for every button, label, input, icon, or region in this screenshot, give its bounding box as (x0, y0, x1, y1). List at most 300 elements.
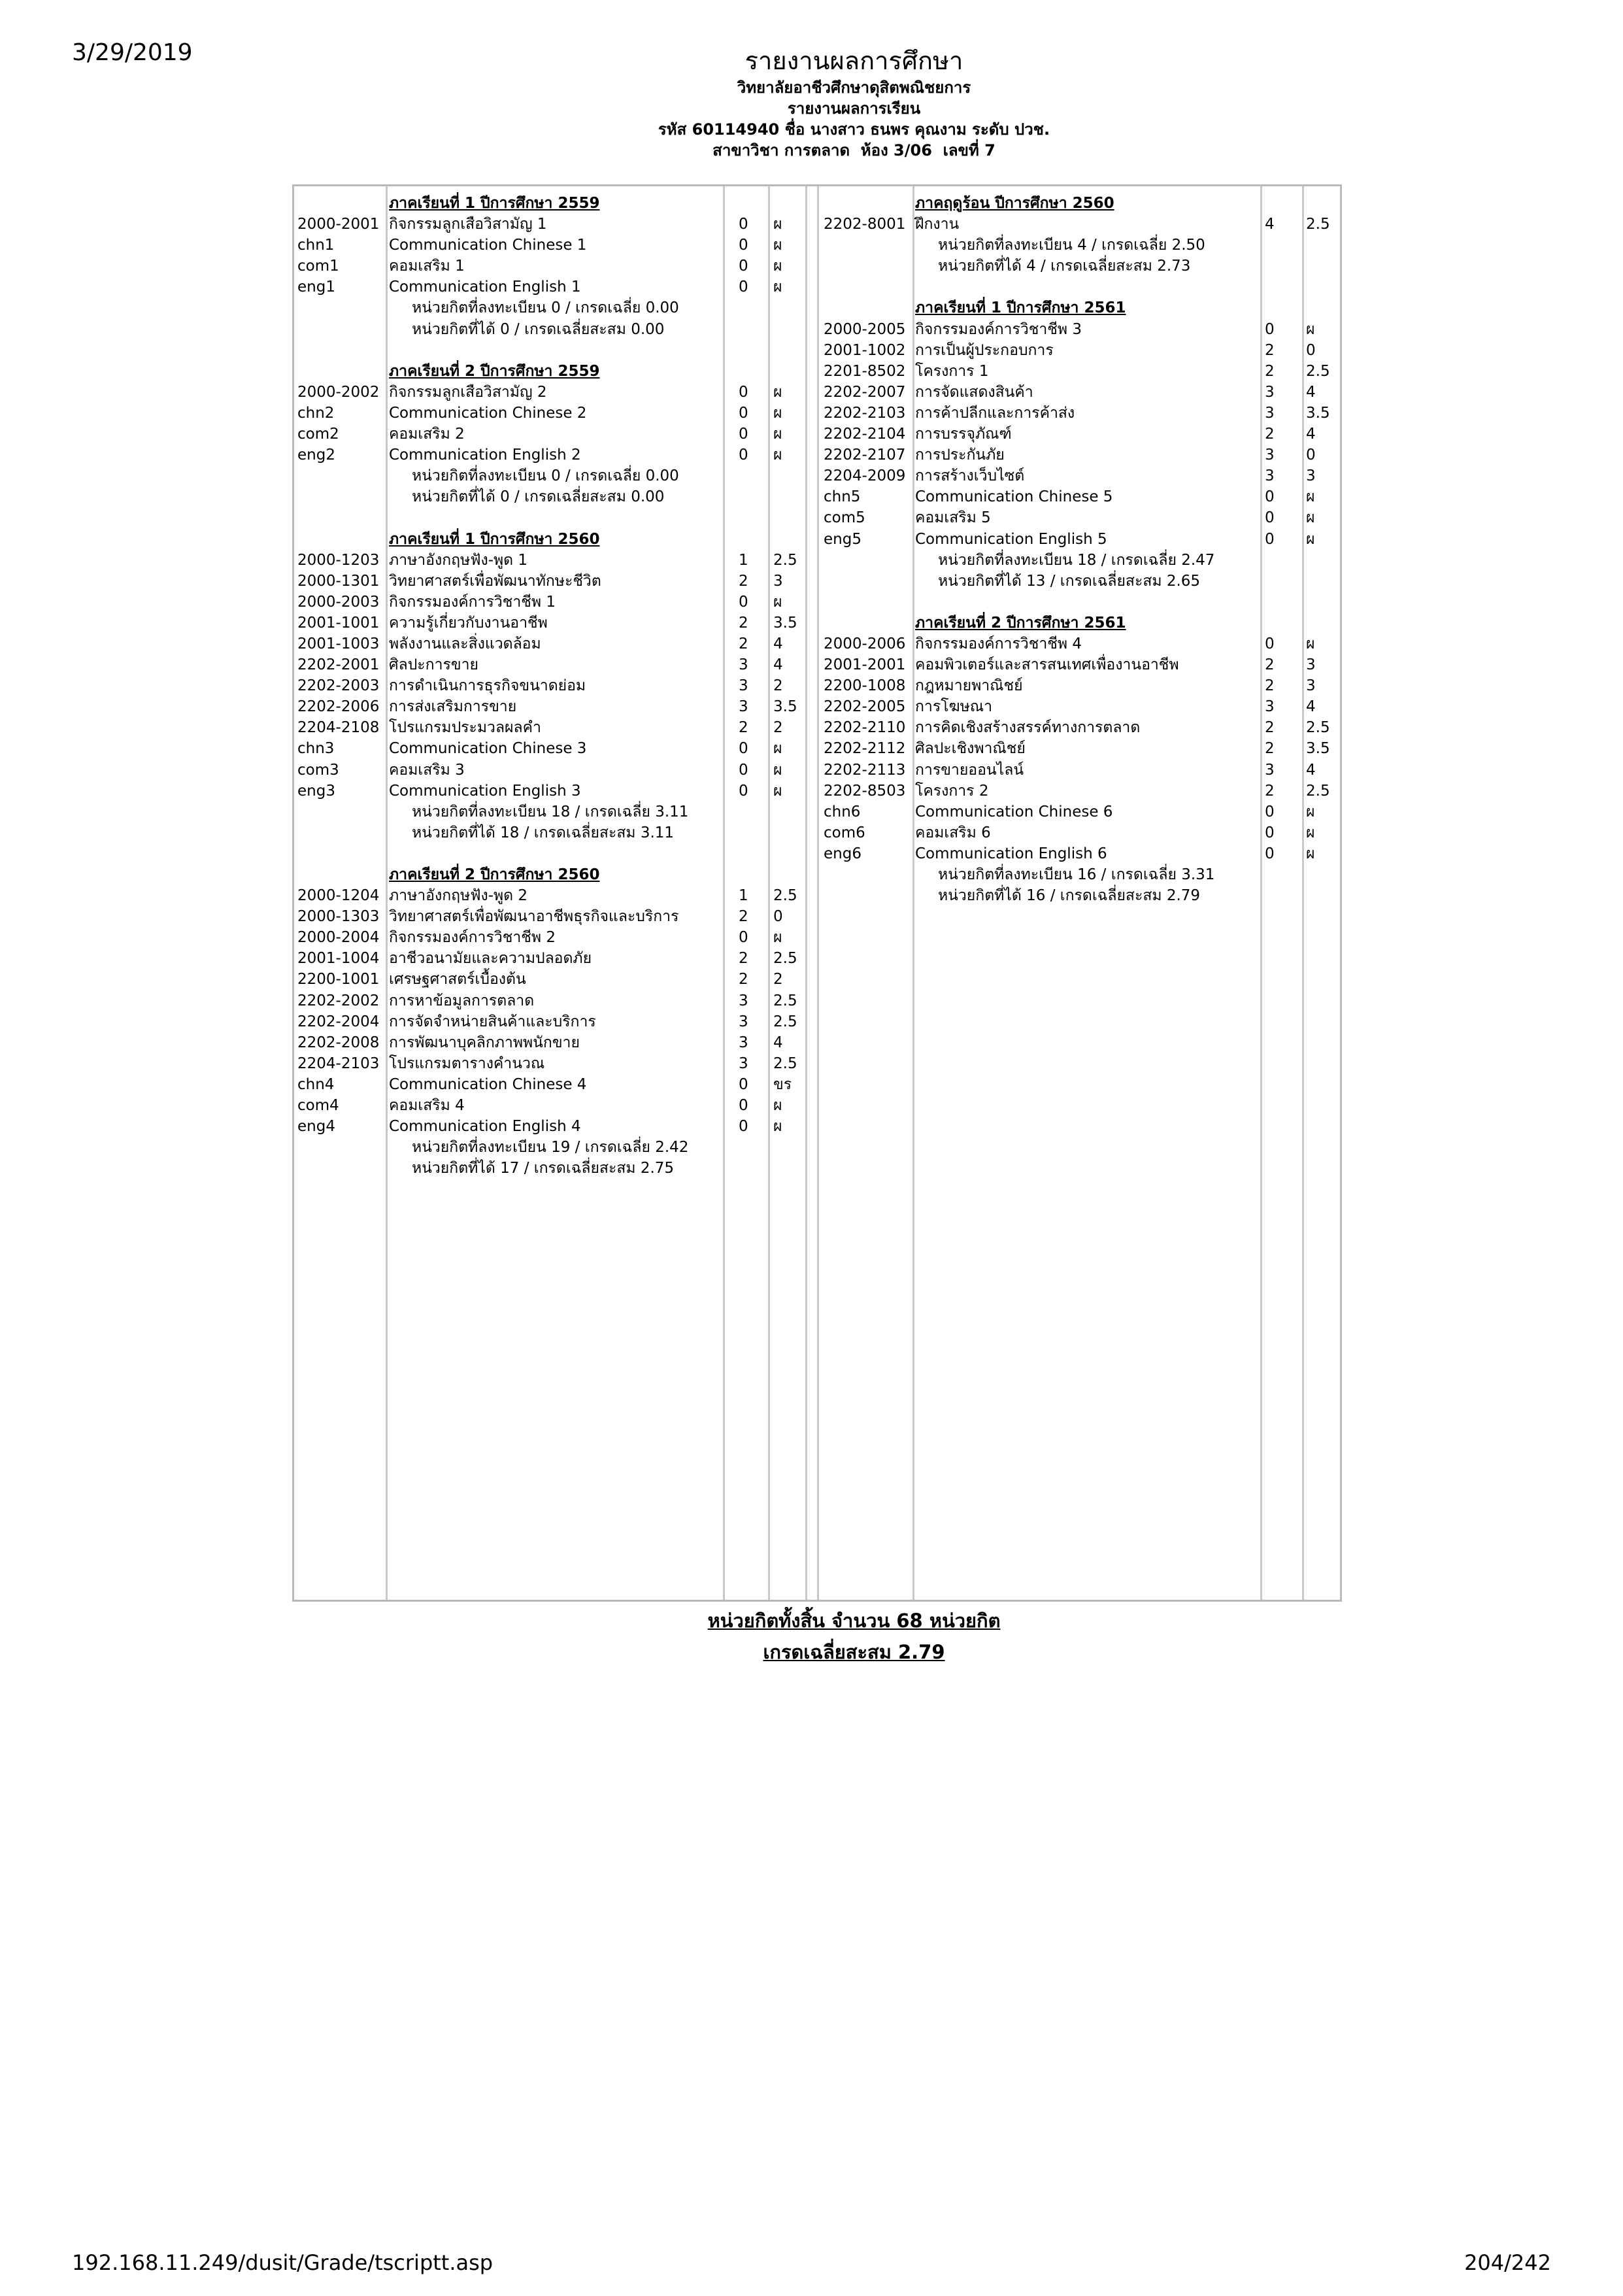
course-name: Communication Chinese 5 (915, 488, 1113, 506)
course-row (817, 654, 1340, 675)
course-row (294, 760, 811, 781)
course-code: 2202-2104 (824, 426, 906, 443)
course-code: 2000-2003 (297, 593, 380, 611)
spacer-row (817, 592, 1340, 613)
course-credit: 2 (1265, 719, 1275, 737)
course-credit: 2 (739, 719, 748, 737)
course-row (817, 465, 1340, 486)
course-code: 2202-2003 (297, 677, 380, 695)
course-row (294, 885, 811, 906)
course-credit: 2 (739, 971, 748, 988)
course-row (294, 654, 811, 675)
course-name: กิจกรรมองค์การวิชาชีพ 3 (915, 320, 1082, 338)
course-name: กิจกรรมองค์การวิชาชีพ 1 (389, 593, 556, 611)
course-row (817, 361, 1340, 382)
course-credit: 3 (1265, 404, 1275, 422)
course-code: 2000-2002 (297, 383, 380, 401)
course-row (294, 948, 811, 969)
course-credit: 2 (1265, 782, 1275, 800)
semester-summary: หน่วยกิตที่ได้ 0 / เกรดเฉลี่ยสะสม 0.00 (412, 488, 665, 506)
course-grade: ผ (1306, 320, 1315, 338)
course-name: โปรแกรมประมวลผลคำ (389, 719, 541, 737)
course-credit: 0 (739, 929, 748, 947)
course-name: Communication English 5 (915, 530, 1107, 548)
semester-summary-row (817, 571, 1340, 592)
semester-title: ภาคเรียนที่ 2 ปีการศึกษา 2561 (915, 614, 1126, 632)
course-grade: 3 (1306, 656, 1316, 674)
course-name: การดำเนินการธุรกิจขนาดย่อม (389, 677, 586, 695)
course-row (817, 696, 1340, 717)
course-code: 2204-2009 (824, 467, 906, 485)
course-code: 2001-1002 (824, 341, 906, 359)
course-credit: 0 (739, 237, 748, 254)
course-code: 2202-2002 (297, 992, 380, 1009)
course-credit: 0 (739, 216, 748, 233)
course-row (294, 927, 811, 948)
course-row (294, 571, 811, 592)
document-header (0, 77, 1623, 161)
course-credit: 0 (1265, 845, 1275, 862)
course-grade: 3 (1306, 677, 1316, 695)
course-grade: 2 (773, 719, 783, 737)
course-row (817, 633, 1340, 654)
course-credit: 2 (739, 572, 748, 590)
transcript-table (292, 184, 1342, 1602)
course-name: กิจกรรมลูกเสือวิสามัญ 2 (389, 383, 547, 401)
course-code: 2202-2112 (824, 740, 906, 758)
course-code: 2001-1004 (297, 950, 380, 968)
course-credit: 3 (739, 1034, 748, 1051)
course-credit: 2 (1265, 362, 1275, 380)
course-row (817, 214, 1340, 235)
semester-title-row (817, 193, 1340, 214)
course-row (817, 319, 1340, 340)
course-row (817, 760, 1340, 781)
spacer-row (294, 843, 811, 864)
semester-summary: หน่วยกิตที่ลงทะเบียน 18 / เกรดเฉลี่ย 2.47 (938, 551, 1215, 569)
report-title: รายงานผลการเรียน (787, 99, 921, 118)
course-credit: 0 (1265, 803, 1275, 820)
course-row (817, 445, 1340, 465)
course-grade: ผ (773, 237, 782, 254)
page-number: 204/242 (1464, 2250, 1551, 2275)
course-credit: 3 (739, 1055, 748, 1072)
course-code: com1 (297, 258, 339, 275)
course-code: chn4 (297, 1075, 335, 1093)
course-credit: 2 (739, 908, 748, 926)
course-row (817, 403, 1340, 424)
print-date: 3/29/2019 (72, 39, 193, 66)
course-code: 2000-2001 (297, 216, 380, 233)
course-row (817, 822, 1340, 843)
course-name: ศิลปะเชิงพาณิชย์ (915, 740, 1026, 758)
course-row (294, 1074, 811, 1095)
course-row (294, 235, 811, 256)
course-credit: 2 (1265, 426, 1275, 443)
semester-summary-row (294, 486, 811, 507)
course-row (294, 633, 811, 654)
course-code: 2204-2103 (297, 1055, 380, 1072)
course-name: ศิลปะการขาย (389, 656, 478, 674)
semester-summary: หน่วยกิตที่ได้ 16 / เกรดเฉลี่ยสะสม 2.79 (938, 887, 1201, 905)
course-row (294, 592, 811, 613)
course-grade: ผ (773, 593, 782, 611)
course-name: คอมเสริม 3 (389, 761, 465, 779)
course-name: ฝึกงาน (915, 216, 960, 233)
course-code: 2000-1204 (297, 887, 380, 905)
semester-title-row (294, 193, 811, 214)
semester-title-row (294, 361, 811, 382)
course-grade: ผ (773, 216, 782, 233)
course-grade: 2.5 (1306, 719, 1330, 737)
course-code: 2202-2007 (824, 383, 906, 401)
print-url: 192.168.11.249/dusit/Grade/tscriptt.asp (72, 2250, 494, 2275)
semester-summary-row (294, 1158, 811, 1179)
course-code: chn2 (297, 404, 335, 422)
course-code: 2000-2004 (297, 929, 380, 947)
course-credit: 0 (1265, 320, 1275, 338)
semester-title-row (294, 864, 811, 885)
course-credit: 3 (1265, 467, 1275, 485)
student-info: รหัส 60114940 ชื่อ นางสาว ธนพร คุณงาม ระดับ ปวช. (658, 120, 1050, 139)
print-title: รายงานผลการศึกษา (745, 46, 963, 75)
course-grade: 2.5 (773, 887, 797, 905)
course-credit: 0 (1265, 488, 1275, 506)
right-column (817, 193, 1340, 906)
semester-summary: หน่วยกิตที่ลงทะเบียน 0 / เกรดเฉลี่ย 0.00 (412, 467, 679, 485)
course-row (294, 445, 811, 465)
course-credit: 3 (1265, 698, 1275, 716)
semester-title: ภาคฤดูร้อน ปีการศึกษา 2560 (915, 195, 1114, 212)
course-code: eng6 (824, 845, 862, 862)
course-row (294, 738, 811, 759)
course-name: การพัฒนาบุคลิกภาพพนักขาย (389, 1034, 580, 1051)
course-row (294, 403, 811, 424)
semester-summary-row (817, 550, 1340, 571)
spacer-row (294, 340, 811, 361)
course-grade: ผ (773, 740, 782, 758)
course-grade: 2 (773, 971, 783, 988)
course-row (294, 1095, 811, 1116)
course-row (817, 802, 1340, 822)
course-row (294, 277, 811, 297)
course-credit: 3 (1265, 447, 1275, 464)
course-credit: 3 (739, 992, 748, 1009)
course-credit: 0 (1265, 530, 1275, 548)
spacer-row (817, 277, 1340, 297)
course-row (817, 382, 1340, 403)
course-name: คอมเสริม 4 (389, 1097, 465, 1115)
semester-summary-row (817, 885, 1340, 906)
course-row (294, 969, 811, 990)
course-grade: 2.5 (1306, 782, 1330, 800)
course-credit: 0 (739, 1118, 748, 1136)
course-name: Communication Chinese 3 (389, 740, 587, 758)
total-credits: หน่วยกิตทั้งสิ้น จำนวน 68 หน่วยกิต (707, 1610, 1001, 1632)
course-grade: 4 (1306, 426, 1316, 443)
course-credit: 2 (1265, 740, 1275, 758)
course-name: Communication English 6 (915, 845, 1107, 862)
semester-title: ภาคเรียนที่ 1 ปีการศึกษา 2559 (389, 195, 600, 212)
course-code: com2 (297, 426, 339, 443)
semester-summary: หน่วยกิตที่ลงทะเบียน 19 / เกรดเฉลี่ย 2.42 (412, 1139, 689, 1156)
course-name: การส่งเสริมการขาย (389, 698, 517, 716)
course-code: com6 (824, 824, 865, 841)
course-code: eng4 (297, 1118, 335, 1136)
course-grade: 3 (773, 572, 783, 590)
course-credit: 3 (1265, 761, 1275, 779)
course-grade: ผ (773, 1118, 782, 1136)
course-credit: 0 (739, 426, 748, 443)
course-code: 2202-2103 (824, 404, 906, 422)
course-name: กิจกรรมลูกเสือวิสามัญ 1 (389, 216, 547, 233)
course-grade: ขร (773, 1075, 792, 1093)
course-grade: ผ (1306, 824, 1315, 841)
semester-title-row (294, 529, 811, 550)
course-grade: 2.5 (773, 551, 797, 569)
course-code: 2000-2005 (824, 320, 906, 338)
course-grade: 4 (1306, 761, 1316, 779)
course-grade: 3.5 (1306, 404, 1330, 422)
course-name: เศรษฐศาสตร์เบื้องต้น (389, 971, 526, 988)
course-credit: 1 (739, 887, 748, 905)
semester-summary: หน่วยกิตที่ได้ 13 / เกรดเฉลี่ยสะสม 2.65 (938, 572, 1201, 590)
semester-title: ภาคเรียนที่ 1 ปีการศึกษา 2561 (915, 299, 1126, 317)
course-name: Communication Chinese 4 (389, 1075, 587, 1093)
course-code: 2202-2113 (824, 761, 906, 779)
course-name: การจัดจำหน่ายสินค้าและบริการ (389, 1013, 596, 1030)
course-code: eng1 (297, 279, 335, 296)
course-name: คอมเสริม 2 (389, 426, 465, 443)
left-column (294, 193, 811, 1179)
course-code: 2001-1001 (297, 614, 380, 632)
semester-summary: หน่วยกิตที่ได้ 0 / เกรดเฉลี่ยสะสม 0.00 (412, 320, 665, 338)
course-row (817, 843, 1340, 864)
course-row (294, 613, 811, 633)
course-grade: ผ (773, 258, 782, 275)
semester-summary-row (817, 864, 1340, 885)
course-credit: 1 (739, 551, 748, 569)
course-grade: 3.5 (773, 698, 797, 716)
course-row (294, 1053, 811, 1074)
course-name: การคิดเชิงสร้างสรรค์ทางการตลาด (915, 719, 1141, 737)
course-code: eng3 (297, 782, 335, 800)
course-grade: 2.5 (773, 950, 797, 968)
course-name: โปรแกรมตารางคำนวณ (389, 1055, 545, 1072)
course-grade: ผ (773, 761, 782, 779)
course-row (817, 340, 1340, 361)
course-code: com4 (297, 1097, 339, 1115)
course-row (294, 424, 811, 445)
course-row (294, 717, 811, 738)
course-name: พลังงานและสิ่งแวดล้อม (389, 635, 541, 652)
course-code: 2000-1303 (297, 908, 380, 926)
course-code: 2201-8502 (824, 362, 906, 380)
semester-summary: หน่วยกิตที่ลงทะเบียน 0 / เกรดเฉลี่ย 0.00 (412, 299, 679, 317)
course-name: การหาข้อมูลการตลาด (389, 992, 535, 1009)
course-code: 2000-1301 (297, 572, 380, 590)
semester-summary: หน่วยกิตที่ได้ 18 / เกรดเฉลี่ยสะสม 3.11 (412, 824, 675, 841)
course-grade: 2.5 (773, 1013, 797, 1030)
course-row (817, 781, 1340, 802)
course-row (294, 382, 811, 403)
course-name: Communication English 3 (389, 782, 581, 800)
course-credit: 0 (739, 447, 748, 464)
semester-summary-row (817, 235, 1340, 256)
course-credit: 0 (739, 404, 748, 422)
semester-summary-row (817, 256, 1340, 277)
course-code: 2001-1003 (297, 635, 380, 652)
course-credit: 3 (739, 1013, 748, 1030)
course-grade: ผ (773, 383, 782, 401)
course-name: Communication Chinese 2 (389, 404, 587, 422)
course-code: 2202-2001 (297, 656, 380, 674)
course-code: com3 (297, 761, 339, 779)
course-name: กิจกรรมองค์การวิชาชีพ 2 (389, 929, 556, 947)
course-name: โครงการ 1 (915, 362, 989, 380)
course-name: ความรู้เกี่ยวกับงานอาชีพ (389, 614, 548, 632)
course-grade: ผ (773, 279, 782, 296)
course-grade: ผ (773, 929, 782, 947)
course-grade: ผ (1306, 845, 1315, 862)
course-row (817, 486, 1340, 507)
course-code: 2000-2006 (824, 635, 906, 652)
course-code: 2202-8001 (824, 216, 906, 233)
course-name: วิทยาศาสตร์เพื่อพัฒนาทักษะชีวิต (389, 572, 601, 590)
course-row (817, 424, 1340, 445)
course-code: 2202-2006 (297, 698, 380, 716)
course-name: โครงการ 2 (915, 782, 989, 800)
course-credit: 0 (1265, 635, 1275, 652)
course-row (294, 1116, 811, 1137)
school-name: วิทยาลัยอาชีวศึกษาดุสิตพณิชยการ (737, 78, 971, 97)
course-credit: 0 (1265, 824, 1275, 841)
course-credit: 0 (739, 782, 748, 800)
course-grade: ผ (773, 447, 782, 464)
course-grade: ผ (1306, 635, 1315, 652)
course-credit: 0 (739, 761, 748, 779)
course-credit: 4 (1265, 216, 1275, 233)
course-grade: 3 (1306, 467, 1316, 485)
course-grade: ผ (773, 426, 782, 443)
course-name: การจัดแสดงสินค้า (915, 383, 1033, 401)
course-grade: ผ (773, 782, 782, 800)
semester-summary-row (294, 802, 811, 822)
course-code: 2204-2108 (297, 719, 380, 737)
course-row (817, 675, 1340, 696)
semester-summary-row (294, 319, 811, 340)
course-row (294, 781, 811, 802)
course-grade: 2.5 (1306, 362, 1330, 380)
course-code: 2202-2008 (297, 1034, 380, 1051)
course-name: อาชีวอนามัยและความปลอดภัย (389, 950, 592, 968)
course-credit: 0 (739, 593, 748, 611)
course-code: 2202-2005 (824, 698, 906, 716)
course-name: Communication English 2 (389, 447, 581, 464)
course-name: การเป็นผู้ประกอบการ (915, 341, 1054, 359)
course-row (817, 717, 1340, 738)
course-credit: 0 (1265, 509, 1275, 527)
course-credit: 2 (739, 614, 748, 632)
course-row (294, 214, 811, 235)
course-grade: 0 (773, 908, 783, 926)
program-info: สาขาวิชา การตลาด ห้อง 3/06 เลขที่ 7 (712, 141, 996, 160)
semester-summary-row (294, 1137, 811, 1158)
course-code: 2001-2001 (824, 656, 906, 674)
course-name: Communication Chinese 6 (915, 803, 1113, 820)
course-code: 2202-2004 (297, 1013, 380, 1030)
course-name: การบรรจุภัณฑ์ (915, 426, 1012, 443)
course-grade: ผ (1306, 509, 1315, 527)
course-name: กฎหมายพาณิชย์ (915, 677, 1023, 695)
course-grade: 2.5 (1306, 216, 1330, 233)
course-name: วิทยาศาสตร์เพื่อพัฒนาอาชีพธุรกิจและบริการ (389, 908, 679, 926)
semester-summary: หน่วยกิตที่ได้ 4 / เกรดเฉลี่ยสะสม 2.73 (938, 258, 1191, 275)
semester-summary-row (294, 465, 811, 486)
course-name: การประกันภัย (915, 447, 1005, 464)
course-code: 2200-1008 (824, 677, 906, 695)
course-credit: 3 (739, 698, 748, 716)
course-code: eng5 (824, 530, 862, 548)
semester-title-row (817, 613, 1340, 633)
semester-summary: หน่วยกิตที่ลงทะเบียน 18 / เกรดเฉลี่ย 3.11 (412, 803, 689, 820)
course-row (294, 550, 811, 571)
semester-title-row (817, 297, 1340, 318)
overall-summary (0, 1605, 1623, 1668)
course-grade: 3.5 (773, 614, 797, 632)
course-grade: 4 (1306, 383, 1316, 401)
course-grade: 3.5 (1306, 740, 1330, 758)
course-credit: 0 (739, 383, 748, 401)
course-grade: 0 (1306, 341, 1316, 359)
course-row (294, 1011, 811, 1032)
course-credit: 0 (739, 279, 748, 296)
semester-summary: หน่วยกิตที่ลงทะเบียน 4 / เกรดเฉลี่ย 2.50 (938, 237, 1205, 254)
course-grade: 2.5 (773, 1055, 797, 1072)
course-grade: 4 (1306, 698, 1316, 716)
course-code: 2202-2110 (824, 719, 906, 737)
semester-summary-row (294, 822, 811, 843)
course-grade: 4 (773, 1034, 783, 1051)
course-name: การขายออนไลน์ (915, 761, 1024, 779)
course-name: การค้าปลีกและการค้าส่ง (915, 404, 1075, 422)
course-row (294, 990, 811, 1011)
course-row (294, 675, 811, 696)
course-name: คอมเสริม 5 (915, 509, 991, 527)
course-code: chn5 (824, 488, 861, 506)
course-grade: 2.5 (773, 992, 797, 1009)
course-row (294, 1032, 811, 1053)
course-code: 2202-2107 (824, 447, 906, 464)
course-code: eng2 (297, 447, 335, 464)
course-name: คอมเสริม 6 (915, 824, 991, 841)
course-credit: 3 (1265, 383, 1275, 401)
course-code: 2000-1203 (297, 551, 380, 569)
spacer-row (294, 507, 811, 528)
course-credit: 2 (739, 950, 748, 968)
course-grade: ผ (1306, 803, 1315, 820)
course-credit: 2 (739, 635, 748, 652)
course-credit: 2 (1265, 341, 1275, 359)
course-credit: 2 (1265, 677, 1275, 695)
course-credit: 3 (739, 656, 748, 674)
course-grade: ผ (1306, 530, 1315, 548)
course-name: ภาษาอังกฤษฟัง-พูด 2 (389, 887, 528, 905)
course-credit: 0 (739, 740, 748, 758)
course-row (294, 906, 811, 927)
course-grade: 4 (773, 656, 783, 674)
course-name: Communication Chinese 1 (389, 237, 587, 254)
